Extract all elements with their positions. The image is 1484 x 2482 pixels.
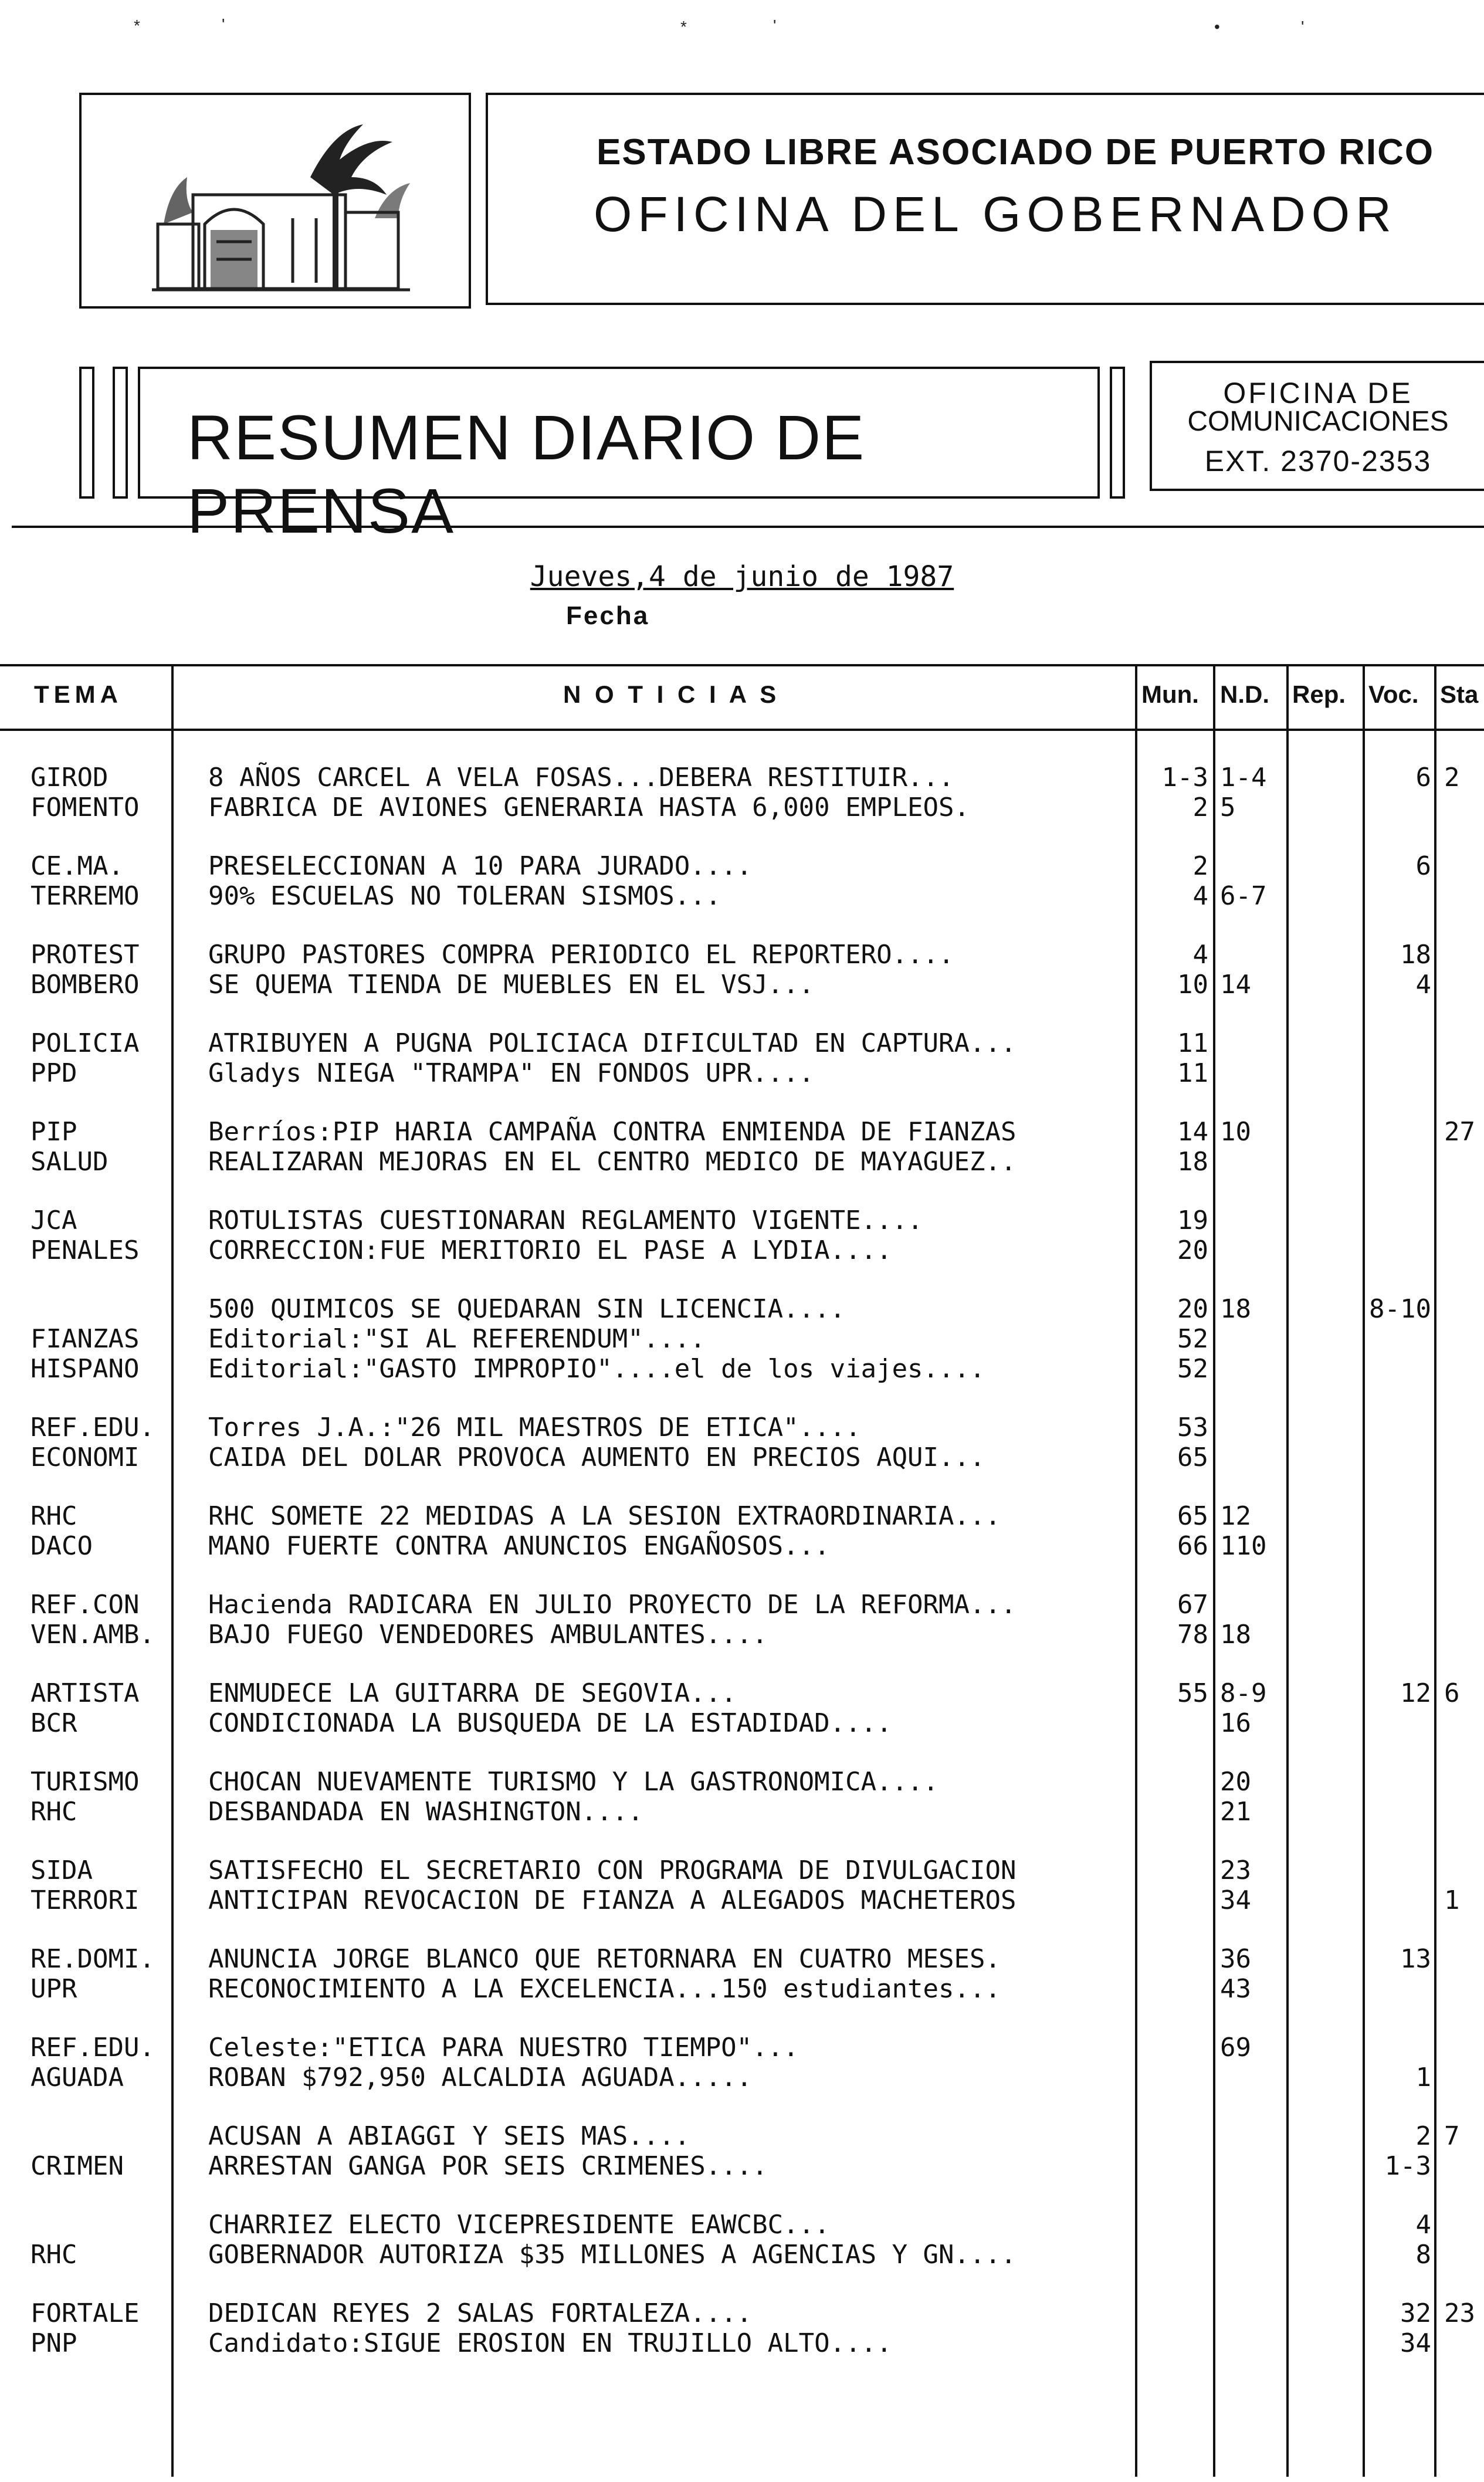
header-mun: Mun. [1141, 680, 1199, 708]
row-headline: CHARRIEZ ELECTO VICEPRESIDENTE EAWCBC... [208, 2210, 830, 2240]
row-headline: PRESELECCIONAN A 10 PARA JURADO.... [208, 851, 753, 881]
row-headline: ATRIBUYEN A PUGNA POLICIACA DIFICULTAD EN CAPTURA... [208, 1028, 1017, 1058]
table-row [0, 2063, 1484, 2092]
row-headline: ARRESTAN GANGA POR SEIS CRIMENES.... [208, 2151, 768, 2181]
row-mun-page: 78 [1177, 1620, 1208, 1650]
row-mun-page: 52 [1177, 1324, 1208, 1354]
row-nd-page: 12 [1220, 1501, 1251, 1531]
row-topic: CE.MA. [31, 851, 124, 881]
table-row [0, 1885, 1484, 1915]
row-headline: CONDICIONADA LA BUSQUEDA DE LA ESTADIDAD.... [208, 1708, 892, 1738]
row-topic: SALUD [31, 1147, 109, 1177]
row-voc-page: 4 [1415, 970, 1431, 1000]
row-headline: CAIDA DEL DOLAR PROVOCA AUMENTO EN PRECIOS AQUI... [208, 1443, 985, 1472]
row-topic: TERREMO [31, 881, 140, 911]
row-nd-page: 1-4 [1220, 763, 1267, 793]
row-voc-page: 32 [1400, 2298, 1431, 2328]
row-mun-page: 2 [1192, 851, 1208, 881]
row-topic: VEN.AMB. [31, 1620, 155, 1650]
row-headline: ANTICIPAN REVOCACION DE FIANZA A ALEGADOS MACHETEROS [208, 1885, 1017, 1915]
table-row [0, 1354, 1484, 1384]
row-nd-page: 18 [1220, 1294, 1251, 1324]
table-row [0, 2328, 1484, 2358]
row-topic: PENALES [31, 1235, 140, 1265]
header-tema: TEMA [34, 680, 123, 708]
row-topic: CRIMEN [31, 2151, 124, 2181]
row-mun-page: 4 [1192, 940, 1208, 970]
table-row [0, 1443, 1484, 1472]
row-mun-page: 20 [1177, 1294, 1208, 1324]
row-topic: RHC [31, 2240, 77, 2270]
report-title-box [138, 367, 1100, 546]
row-topic: RHC [31, 1501, 77, 1531]
row-mun-page: 11 [1177, 1028, 1208, 1058]
table-row [0, 1944, 1484, 1974]
row-headline: Editorial:"SI AL REFERENDUM".... [208, 1324, 706, 1354]
row-mun-page: 11 [1177, 1058, 1208, 1088]
row-topic: FORTALE [31, 2298, 140, 2328]
row-voc-page: 18 [1400, 940, 1431, 970]
row-mun-page: 19 [1177, 1206, 1208, 1235]
row-sta-page: 27 [1444, 1117, 1475, 1147]
speck: * [134, 16, 140, 35]
row-voc-page: 1 [1415, 2063, 1431, 2092]
row-headline: GOBERNADOR AUTORIZA $35 MILLONES A AGENCIAS Y GN.... [208, 2240, 1017, 2270]
row-mun-page: 55 [1177, 1678, 1208, 1708]
row-topic: PROTEST [31, 940, 140, 970]
row-voc-page: 1-3 [1384, 2151, 1431, 2181]
row-nd-page: 20 [1220, 1767, 1251, 1797]
row-topic: ARTISTA [31, 1678, 140, 1708]
row-mun-page: 65 [1177, 1443, 1208, 1472]
row-topic: FOMENTO [31, 793, 140, 822]
comm-office-extension: EXT. 2370-2353 [1204, 445, 1432, 478]
row-headline: RHC SOMETE 22 MEDIDAS A LA SESION EXTRAORDINARIA... [208, 1501, 1001, 1531]
news-table [0, 664, 1484, 2477]
table-row [0, 1028, 1484, 1058]
row-sta-page: 1 [1444, 1885, 1460, 1915]
row-headline: DEDICAN REYES 2 SALAS FORTALEZA.... [208, 2298, 753, 2328]
row-voc-page: 6 [1415, 851, 1431, 881]
row-nd-page: 16 [1220, 1708, 1251, 1738]
table-row [0, 1531, 1484, 1561]
header-rep: Rep. [1292, 680, 1346, 708]
table-row [0, 1206, 1484, 1235]
row-topic: RE.DOMI. [31, 1944, 155, 1974]
row-headline: ENMUDECE LA GUITARRA DE SEGOVIA... [208, 1678, 737, 1708]
speck: ' [773, 16, 777, 35]
table-row [0, 881, 1484, 911]
row-mun-page: 53 [1177, 1413, 1208, 1443]
row-voc-page: 34 [1400, 2328, 1431, 2358]
header-sta: Sta [1440, 680, 1479, 708]
row-nd-page: 34 [1220, 1885, 1251, 1915]
row-mun-page: 18 [1177, 1147, 1208, 1177]
news-rows [0, 763, 1484, 2358]
row-topic: RHC [31, 1797, 77, 1827]
row-headline: Gladys NIEGA "TRAMPA" EN FONDOS UPR.... [208, 1058, 815, 1088]
header-divider [12, 526, 1484, 528]
row-mun-page: 4 [1192, 881, 1208, 911]
row-sta-page: 6 [1444, 1678, 1460, 1708]
report-date: Jueves,4 de junio de 1987 [530, 560, 954, 593]
row-mun-page: 1-3 [1161, 763, 1208, 793]
row-nd-page: 43 [1220, 1974, 1251, 2004]
row-topic: REF.EDU. [31, 2033, 155, 2063]
row-topic: HISPANO [31, 1354, 140, 1384]
row-mun-page: 52 [1177, 1354, 1208, 1384]
table-row [0, 1620, 1484, 1650]
table-top-rule [0, 664, 1484, 666]
row-headline: Editorial:"GASTO IMPROPIO"....el de los viajes.... [208, 1354, 985, 1384]
row-voc-page: 2 [1415, 2121, 1431, 2151]
row-topic: PNP [31, 2328, 77, 2358]
row-headline: RECONOCIMIENTO A LA EXCELENCIA...150 estudiantes... [208, 1974, 1001, 2004]
comm-office-label: COMUNICACIONES [1187, 406, 1449, 437]
row-headline: FABRICA DE AVIONES GENERARIA HASTA 6,000 EMPLEOS. [208, 793, 970, 822]
row-headline: Berríos:PIP HARIA CAMPAÑA CONTRA ENMIENDA DE FIANZAS [208, 1117, 1017, 1147]
speck: * [680, 18, 687, 36]
table-row [0, 1413, 1484, 1443]
row-headline: REALIZARAN MEJORAS EN EL CENTRO MEDICO DE MAYAGUEZ.. [208, 1147, 1017, 1177]
row-nd-page: 18 [1220, 1620, 1251, 1650]
row-nd-page: 6-7 [1220, 881, 1267, 911]
row-headline: ACUSAN A ABIAGGI Y SEIS MAS.... [208, 2121, 690, 2151]
row-headline: MANO FUERTE CONTRA ANUNCIOS ENGAÑOSOS... [208, 1531, 830, 1561]
table-row [0, 1767, 1484, 1797]
table-row [0, 2151, 1484, 2181]
decorative-bar [1110, 367, 1125, 499]
table-row [0, 2033, 1484, 2063]
row-sta-page: 2 [1444, 763, 1460, 793]
table-row [0, 1974, 1484, 2004]
table-row [0, 851, 1484, 881]
row-mun-page: 10 [1177, 970, 1208, 1000]
table-row [0, 1590, 1484, 1620]
row-headline: SATISFECHO EL SECRETARIO CON PROGRAMA DE DIVULGACION [208, 1855, 1017, 1885]
row-topic: GIROD [31, 763, 109, 793]
table-row [0, 1708, 1484, 1738]
row-headline: 8 AÑOS CARCEL A VELA FOSAS...DEBERA RESTITUIR... [208, 763, 954, 793]
row-topic: JCA [31, 1206, 77, 1235]
table-row [0, 940, 1484, 970]
row-voc-page: 8 [1415, 2240, 1431, 2270]
row-topic: DACO [31, 1531, 93, 1561]
table-row [0, 1235, 1484, 1265]
row-headline: CHOCAN NUEVAMENTE TURISMO Y LA GASTRONOMICA.... [208, 1767, 939, 1797]
row-nd-page: 69 [1220, 2033, 1251, 2063]
row-headline: Candidato:SIGUE EROSION EN TRUJILLO ALTO.... [208, 2328, 892, 2358]
government-name: ESTADO LIBRE ASOCIADO DE PUERTO RICO [597, 132, 1435, 172]
row-topic: REF.CON [31, 1590, 140, 1620]
row-nd-page: 8-9 [1220, 1678, 1267, 1708]
table-row [0, 2298, 1484, 2328]
row-voc-page: 4 [1415, 2210, 1431, 2240]
table-row [0, 1324, 1484, 1354]
table-row [0, 2121, 1484, 2151]
row-topic: TURISMO [31, 1767, 140, 1797]
row-mun-page: 65 [1177, 1501, 1208, 1531]
row-nd-page: 21 [1220, 1797, 1251, 1827]
office-title-box [486, 93, 1484, 305]
row-headline: ANUNCIA JORGE BLANCO QUE RETORNARA EN CUATRO MESES. [208, 1944, 1001, 1974]
speck: ' [1301, 18, 1305, 36]
row-topic: SIDA [31, 1855, 93, 1885]
decorative-bar [113, 367, 128, 499]
table-row [0, 763, 1484, 793]
row-headline: ROTULISTAS CUESTIONARAN REGLAMENTO VIGENTE.... [208, 1206, 923, 1235]
row-nd-page: 14 [1220, 970, 1251, 1000]
row-headline: ROBAN $792,950 ALCALDIA AGUADA..... [208, 2063, 753, 2092]
row-topic: BOMBERO [31, 970, 140, 1000]
row-mun-page: 20 [1177, 1235, 1208, 1265]
row-nd-page: 36 [1220, 1944, 1251, 1974]
row-sta-page: 7 [1444, 2121, 1460, 2151]
row-topic: TERRORI [31, 1885, 140, 1915]
row-topic: UPR [31, 1974, 77, 2004]
row-voc-page: 6 [1415, 763, 1431, 793]
row-topic: BCR [31, 1708, 77, 1738]
row-headline: Torres J.A.:"26 MIL MAESTROS DE ETICA".... [208, 1413, 861, 1443]
table-header-rule [0, 729, 1484, 731]
row-headline: Celeste:"ETICA PARA NUESTRO TIEMPO"... [208, 2033, 799, 2063]
report-title: RESUMEN DIARIO DE PRENSA [187, 402, 866, 546]
table-row [0, 970, 1484, 1000]
row-topic: PPD [31, 1058, 77, 1088]
row-headline: Hacienda RADICARA EN JULIO PROYECTO DE LA REFORMA... [208, 1590, 1017, 1620]
header-nd: N.D. [1220, 680, 1269, 708]
row-topic: AGUADA [31, 2063, 124, 2092]
table-row [0, 1855, 1484, 1885]
communications-office-box [1150, 361, 1484, 491]
office-name: OFICINA DEL GOBERNADOR [594, 187, 1397, 242]
row-headline: SE QUEMA TIENDA DE MUEBLES EN EL VSJ... [208, 970, 815, 1000]
row-voc-page: 13 [1400, 1944, 1431, 1974]
row-nd-page: 5 [1220, 793, 1236, 822]
row-nd-page: 23 [1220, 1855, 1251, 1885]
row-headline: CORRECCION:FUE MERITORIO EL PASE A LYDIA.... [208, 1235, 892, 1265]
table-row [0, 2240, 1484, 2270]
row-mun-page: 2 [1192, 793, 1208, 822]
row-topic: ECONOMI [31, 1443, 140, 1472]
table-row [0, 1117, 1484, 1147]
fortaleza-logo [79, 93, 471, 309]
table-row [0, 1678, 1484, 1708]
table-row [0, 1147, 1484, 1177]
comm-office-label: OFICINA DE [1223, 377, 1413, 409]
row-topic: REF.EDU. [31, 1413, 155, 1443]
row-mun-page: 66 [1177, 1531, 1208, 1561]
row-nd-page: 110 [1220, 1531, 1267, 1561]
header-noticias: N O T I C I A S [563, 680, 780, 708]
table-row [0, 1501, 1484, 1531]
row-nd-page: 10 [1220, 1117, 1251, 1147]
row-topic: FIANZAS [31, 1324, 140, 1354]
table-row [0, 1058, 1484, 1088]
date-label: Fecha [566, 601, 650, 630]
row-headline: BAJO FUEGO VENDEDORES AMBULANTES.... [208, 1620, 768, 1650]
table-row [0, 1797, 1484, 1827]
row-headline: GRUPO PASTORES COMPRA PERIODICO EL REPORTERO.... [208, 940, 954, 970]
speck: • [1214, 18, 1220, 36]
row-topic: POLICIA [31, 1028, 140, 1058]
row-voc-page: 12 [1400, 1678, 1431, 1708]
table-row [0, 1294, 1484, 1324]
row-headline: 90% ESCUELAS NO TOLERAN SISMOS... [208, 881, 721, 911]
row-voc-page: 8-10 [1369, 1294, 1431, 1324]
row-mun-page: 14 [1177, 1117, 1208, 1147]
row-headline: DESBANDADA EN WASHINGTON.... [208, 1797, 643, 1827]
row-sta-page: 23 [1444, 2298, 1475, 2328]
table-row [0, 793, 1484, 822]
row-headline: 500 QUIMICOS SE QUEDARAN SIN LICENCIA.... [208, 1294, 846, 1324]
speck: ' [222, 15, 225, 33]
row-mun-page: 67 [1177, 1590, 1208, 1620]
header-voc: Voc. [1368, 680, 1419, 708]
table-row [0, 2210, 1484, 2240]
decorative-bar [79, 367, 94, 499]
row-topic: PIP [31, 1117, 77, 1147]
building-drawing-icon [117, 107, 445, 300]
